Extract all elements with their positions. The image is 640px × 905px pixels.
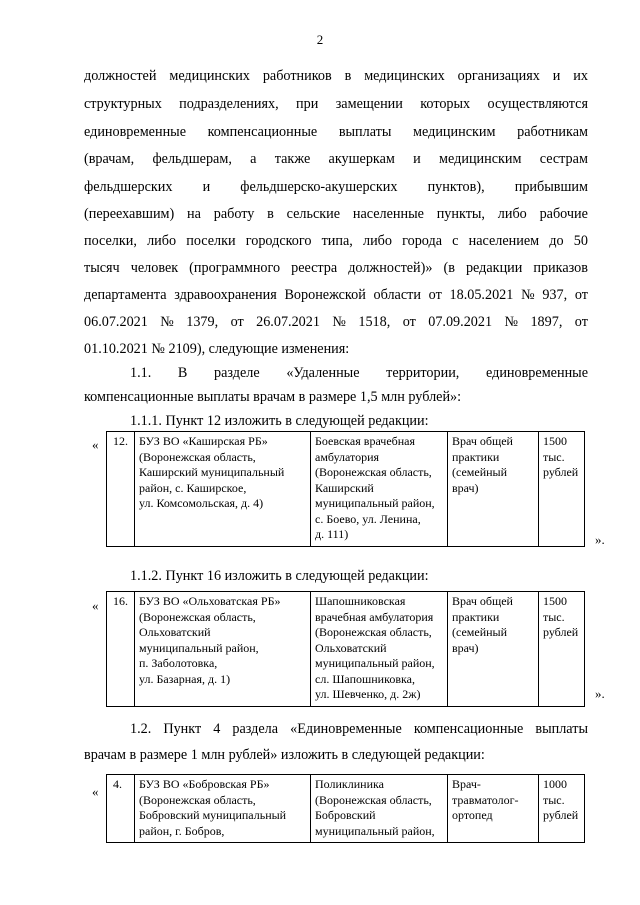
workplace-cell: Поликлиника (Воронежская область, Бобровский муниципальный район, [311, 775, 448, 843]
intro-line: фельдшерских и фельдшерско-акушерских пунктов), прибывшим [84, 179, 588, 195]
quote-open: « [92, 598, 99, 613]
quote-close: ». [595, 532, 605, 547]
table-row [107, 775, 585, 843]
intro-line: (врачам, фельдшерам, а также акушеркам и медицинским сестрам [84, 151, 588, 167]
intro-line: должностей медицинских работников в медицинских организациях и их [84, 68, 588, 84]
intro-line: 06.07.2021 № 1379, от 26.07.2021 № 1518, от 07.09.2021 № 1897, от [84, 314, 588, 330]
payment-cell: 1500 тыс. рублей [539, 432, 585, 547]
section-1-1-continuation: компенсационные выплаты врачам в размере 1,5 млн рублей»: [84, 389, 462, 405]
payment-cell: 1000 тыс. рублей [539, 775, 585, 843]
quote-open: « [92, 784, 99, 799]
item-1-1-1: 1.1.1. Пункт 12 изложить в следующей редакции: [130, 413, 429, 429]
organization-cell: БУЗ ВО «Ольховатская РБ» (Воронежская область, Ольховатский муниципальный район, п. Заболотовка, ул. Базарная, д. 1) [135, 592, 311, 707]
organization-cell: БУЗ ВО «Бобровская РБ» (Воронежская область, Бобровский муниципальный район, г. Бобров, [135, 775, 311, 843]
workplace-cell: Шапошниковская врачебная амбулатория (Воронежская область, Ольховатский муниципальный район, сл. Шапошниковка, ул. Шевченко, д. 2ж) [311, 592, 448, 707]
position-cell: Врач общей практики (семейный врач) [448, 432, 539, 547]
quote-open: « [92, 437, 99, 452]
intro-line: (переехавшим) на работу в сельские населенные пункты, либо рабочие [84, 206, 588, 222]
item-12-table [106, 431, 585, 547]
payment-cell: 1500 тыс. рублей [539, 592, 585, 707]
table-row [107, 432, 585, 547]
position-cell: Врач- травматолог- ортопед [448, 775, 539, 843]
item-1-1-2: 1.1.2. Пункт 16 изложить в следующей редакции: [130, 568, 429, 584]
item-number: 4. [107, 775, 135, 843]
intro-line: тысяч человек (программного реестра должностей)» (в редакции приказов [84, 260, 588, 276]
intro-line: департамента здравоохранения Воронежской области от 18.05.2021 № 937, от [84, 287, 588, 303]
intro-line: структурных подразделениях, при замещении которых осуществляются [84, 96, 588, 112]
intro-last-line: 01.10.2021 № 2109), следующие изменения: [84, 341, 350, 357]
page-number: 2 [316, 32, 324, 47]
item-16-table [106, 591, 585, 707]
section-1-2-continuation: врачам в размере 1 млн рублей» изложить в следующей редакции: [84, 747, 485, 763]
table-row [107, 592, 585, 707]
intro-line: единовременные компенсационные выплаты медицинским работникам [84, 124, 588, 140]
section-1-1-heading: 1.1. В разделе «Удаленные территории, единовременные [130, 365, 588, 381]
position-cell: Врач общей практики (семейный врач) [448, 592, 539, 707]
organization-cell: БУЗ ВО «Каширская РБ» (Воронежская область, Каширский муниципальный район, с. Каширское, ул. Комсомольская, д. 4) [135, 432, 311, 547]
item-4-table [106, 774, 585, 843]
workplace-cell: Боевская врачебная амбулатория (Воронежская область, Каширский муниципальный район, с. Боево, ул. Ленина, д. 111) [311, 432, 448, 547]
item-number: 16. [107, 592, 135, 707]
section-1-2-heading: 1.2. Пункт 4 раздела «Единовременные компенсационные выплаты [130, 721, 588, 737]
intro-line: поселки, либо поселки городского типа, либо города с населением до 50 [84, 233, 588, 249]
quote-close: ». [595, 686, 605, 701]
item-number: 12. [107, 432, 135, 547]
